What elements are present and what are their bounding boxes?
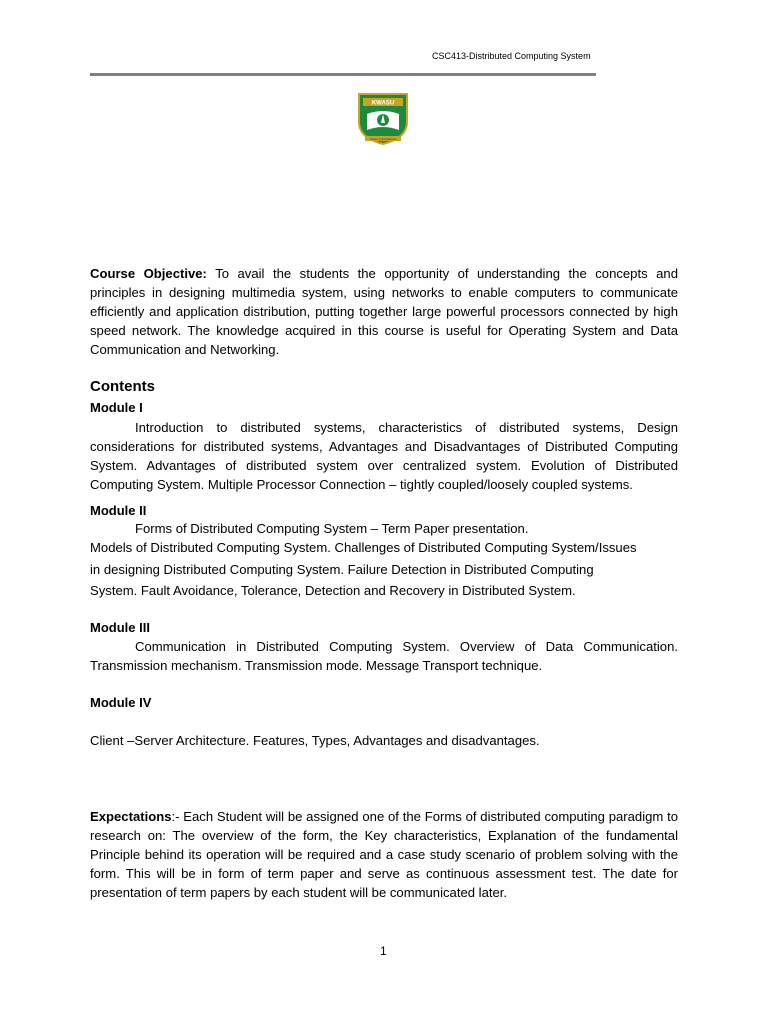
page-number: 1 [380, 944, 387, 958]
expectations-separator: :- [171, 809, 184, 824]
course-objective [90, 264, 678, 359]
module-1-description [90, 418, 678, 494]
module-1-text: Introduction to distributed systems, characteristics of distributed systems, Design considerations for distributed systems, Advantages and Disadvantages of Distributed Computing System. Advantages of distributed system over centralized system. Evolution of Distributed Computing System. Multiple Processor Connection – tightly coupled/loosely coupled systems. [90, 420, 678, 492]
module-2-title: Module II [90, 503, 147, 518]
module-1-title: Module I [90, 400, 143, 415]
university-logo [357, 92, 409, 146]
course-objective-text: To avail the students the opportunity of understanding the concepts and principles in designing multimedia system, using networks to enable computers to communicate efficiently and application distribution, putting together large powerful processors connected by high speed network. The knowledge acquired in this course is useful for Operating System and Data Communication and Networking. [90, 266, 678, 357]
module-2-line-4: System. Fault Avoidance, Tolerance, Detection and Recovery in Distributed System. [90, 583, 576, 598]
module-2-line-1: Forms of Distributed Computing System – Term Paper presentation. [135, 521, 529, 536]
expectations-text: Each Student will be assigned one of the Forms of distributed computing paradigm to research on: The overview of the form, the Key characteristics, Explanation of the fundamental Principle behind its operation will be required and a case study scenario of problem solving with the form. This will be in form of term paper and serve as continuous assessment test. The date for presentation of term papers by each student will be communicated later. [90, 809, 679, 900]
module-3-text: Communication in Distributed Computing System. Overview of Data Communication. Transmission mechanism. Transmission mode. Message Transport technique. [90, 639, 678, 673]
module-4-title: Module IV [90, 695, 152, 710]
module-3-description [90, 637, 678, 675]
expectations [90, 807, 678, 902]
module-3-title: Module III [90, 620, 150, 635]
contents-heading: Contents [90, 378, 155, 395]
module-2-line-2: Models of Distributed Computing System. Challenges of Distributed Computing System/Issues [90, 540, 637, 555]
logo-motto: Vision & Excellence [369, 137, 397, 141]
header-title: CSC413-Distributed Computing System [432, 51, 591, 61]
module-2-line-3: in designing Distributed Computing System. Failure Detection in Distributed Computing [90, 562, 594, 577]
expectations-label: Expectations [90, 809, 172, 824]
course-objective-label: Course Objective: [90, 266, 207, 281]
logo-text: KWASU [371, 100, 395, 107]
header-divider [90, 73, 596, 76]
module-4-text: Client –Server Architecture. Features, Types, Advantages and disadvantages. [90, 733, 540, 748]
